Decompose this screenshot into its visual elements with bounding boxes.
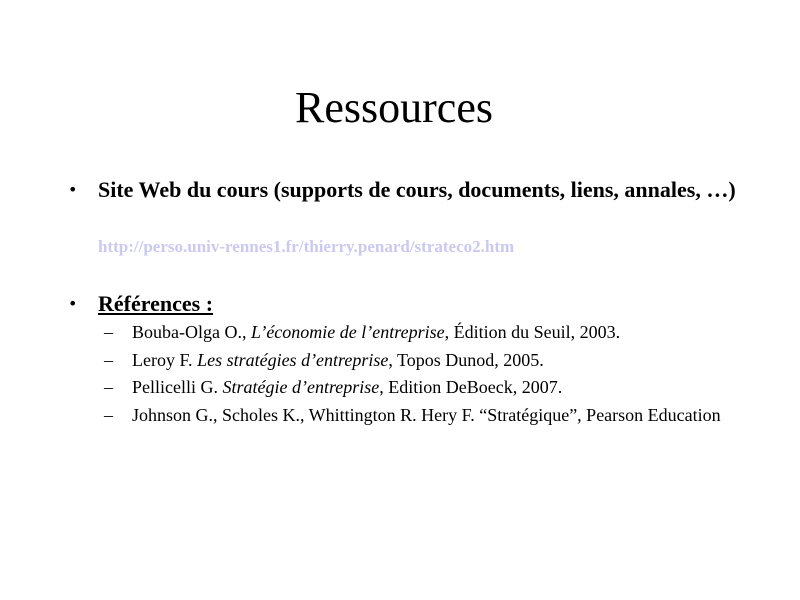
reference-author: Leroy F. xyxy=(132,349,198,370)
references-list xyxy=(104,322,764,432)
reference-publisher: , Edition DeBoeck, 2007. xyxy=(379,377,563,397)
bullet-marker: • xyxy=(68,180,78,199)
slide-title: Ressources xyxy=(295,83,493,132)
references-heading: Références : xyxy=(98,291,214,316)
reference-item xyxy=(104,350,764,371)
bullet-website-text: Site Web du cours (supports de cours, documents, liens, annales, …) xyxy=(98,177,736,202)
course-website-link[interactable]: http://perso.univ-rennes1.fr/thierry.penard/strateco2.htm xyxy=(98,237,515,256)
reference-title: Stratégie d’entreprise xyxy=(222,377,380,397)
reference-item xyxy=(104,405,764,426)
bullet-marker: • xyxy=(68,294,78,313)
reference-author: Bouba-Olga O., xyxy=(132,322,251,342)
reference-text: Johnson G., Scholes K., Whittington R. Hery F. “Stratégique”, Pearson Education xyxy=(132,404,721,425)
reference-item xyxy=(104,377,764,398)
dash-marker: – xyxy=(104,349,113,370)
dash-marker: – xyxy=(104,322,113,342)
reference-title: L’économie de l’entreprise xyxy=(250,322,445,342)
reference-author: Pellicelli G. xyxy=(132,377,223,397)
dash-marker: – xyxy=(104,404,113,425)
reference-item xyxy=(104,322,764,343)
reference-publisher: , Topos Dunod, 2005. xyxy=(388,349,544,370)
dash-marker: – xyxy=(104,377,113,397)
reference-title: Les stratégies d’entreprise xyxy=(197,349,389,370)
reference-publisher: , Édition du Seuil, 2003. xyxy=(444,322,621,342)
